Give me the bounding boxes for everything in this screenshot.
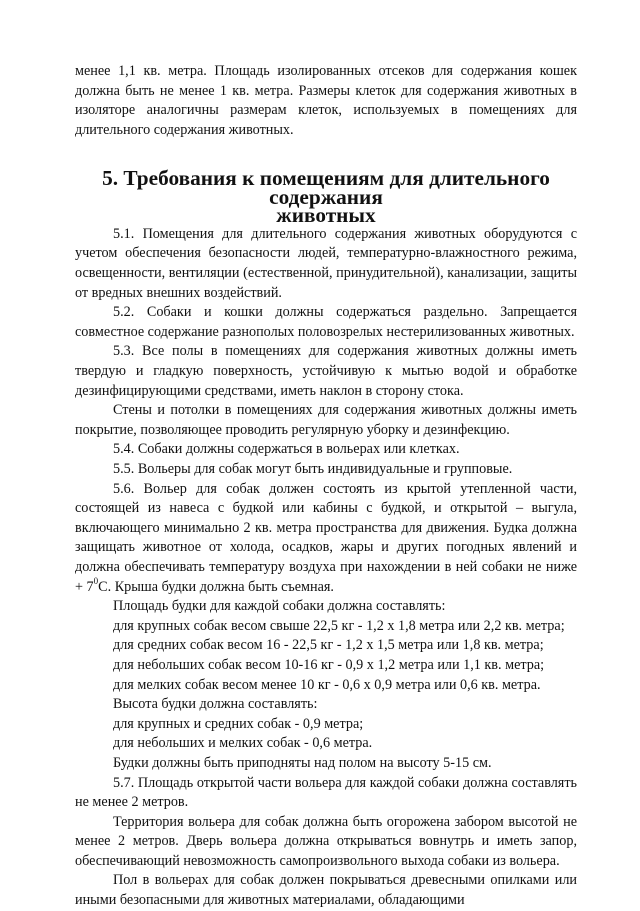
section-heading [75, 166, 577, 228]
paragraph-5-4: 5.4. Собаки должны содержаться в вольерах или клетках. [113, 441, 460, 458]
paragraph-5-7: 5.7. Площадь открытой части вольера для каждой собаки должна составлять не менее 2 метров. [75, 774, 577, 811]
paragraph-fence: Территория вольера для собак должна быть огорожена забором высотой не менее 2 метров. Дверь вольера должна открываться вовнутрь и иметь запор, обеспечивающий невозможность самопроизвольного выхода собаки из вольера. [75, 813, 577, 869]
document-page [75, 62, 577, 911]
paragraph-5-2: 5.2. Собаки и кошки должны содержаться раздельно. Запрещается совместное содержание разнополых половозрелых нестерилизованных животных. [75, 304, 577, 340]
section-heading-line-1: 5. Требования к помещениям для длительного содержания [102, 166, 550, 209]
paragraph-5-6 [75, 480, 577, 598]
list-item-height-small: для небольших и мелких собак - 0,6 метра. [113, 735, 373, 752]
section-heading-line-2: животных [276, 203, 376, 228]
intro-paragraph: менее 1,1 кв. метра. Площадь изолированных отсеков для содержания кошек должна быть не менее 1 кв. метра. Размеры клеток для содержания животных в изоляторе аналогичны размерам клеток, используемых в помещениях для длительного содержания животных. [75, 63, 577, 138]
list-item-large-dogs-area: для крупных собак весом свыше 22,5 кг - 1,2 х 1,8 метра или 2,2 кв. метра; [113, 617, 565, 634]
list-item-small-dogs-area: для небольших собак весом 10-16 кг - 0,9 х 1,2 метра или 1,1 кв. метра; [113, 656, 545, 673]
paragraph-5-6-text: 5.6. Вольер для собак должен состоять из крытой утепленной части, состоящей из навеса с будкой или кабины с будкой, и открытой – выгула, включающего минимально 2 кв. метра пространства для движения. Будка должна защищать животное от холода, осадков, жары и других погодных явлений и должна обеспечивать температуру воздуха при нахождении в ней собаки не ниже + 7 [75, 480, 577, 595]
list-item-medium-dogs-area: для средних собак весом 16 - 22,5 кг - 1,2 х 1,5 метра или 1,8 кв. метра; [113, 637, 544, 654]
paragraph-5-5: 5.5. Вольеры для собак могут быть индивидуальные и групповые. [113, 461, 513, 477]
paragraph-booth-raised: Будки должны быть приподняты над полом на высоту 5-15 см. [113, 754, 492, 771]
paragraph-walls-ceilings: Стены и потолки в помещениях для содержания животных должны иметь покрытие, позволяющее проводить регулярную уборку и дезинфекцию. [75, 402, 577, 438]
paragraph-floor: Пол в вольерах для собак должен покрываться древесными опилками или иными безопасными для животных материалами, обладающими [75, 872, 577, 909]
paragraph-booth-area-intro: Площадь будки для каждой собаки должна составлять: [113, 598, 446, 615]
paragraph-5-3: 5.3. Все полы в помещениях для содержания животных должны иметь твердую и гладкую поверхность, устойчивую к мытью водой и обработке дезинфицирующими средствами, иметь наклон в сторону стока. [75, 343, 577, 399]
paragraph-booth-height-intro: Высота будки должна составлять: [113, 696, 318, 713]
paragraph-5-1: 5.1. Помещения для длительного содержания животных оборудуются с учетом обеспечения безопасности людей, температурно-влажностного режима, освещенности, вентиляции (естественной, принудительной), канализации, защиты от вредных внешних воздействий. [75, 225, 577, 301]
list-item-height-large: для крупных и средних собак - 0,9 метра; [113, 715, 364, 732]
degree-superscript: 0 [93, 575, 99, 586]
list-item-tiny-dogs-area: для мелких собак весом менее 10 кг - 0,6 х 0,9 метра или 0,6 кв. метра. [113, 676, 541, 693]
paragraph-5-6-text-end: С. Крыша будки должна быть съемная. [98, 578, 334, 595]
